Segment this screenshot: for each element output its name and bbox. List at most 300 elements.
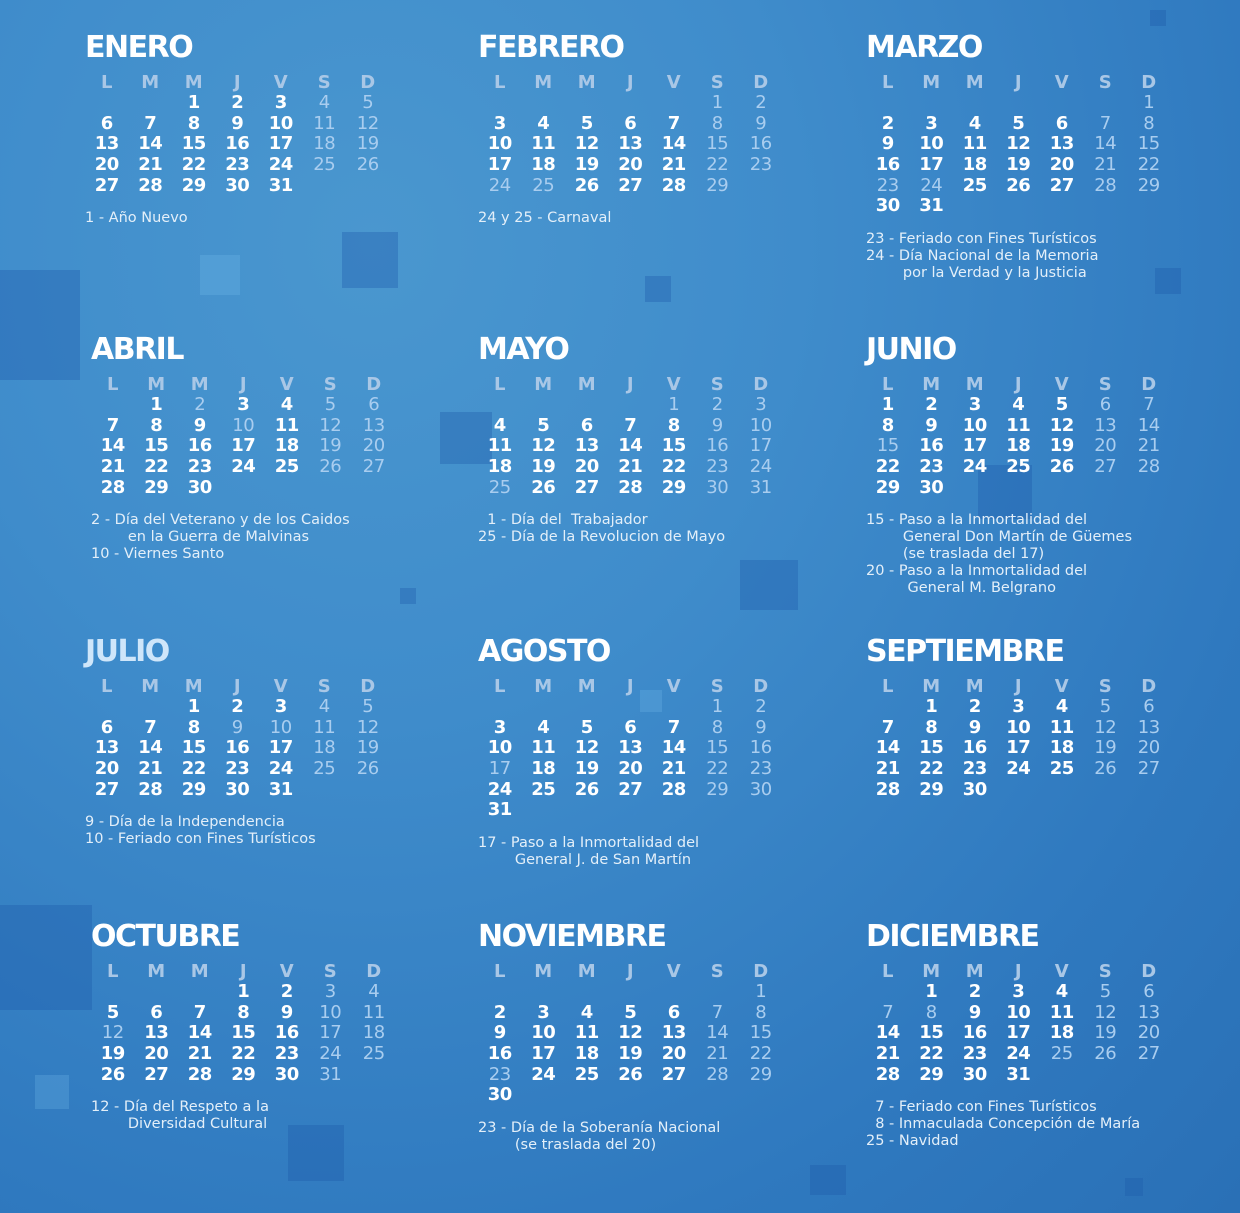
- day: 12: [1006, 133, 1031, 155]
- weekday-header: S: [1098, 72, 1112, 93]
- weekday-header: S: [323, 961, 337, 982]
- holiday-note: 23 - Feriado con Fines Turísticos: [866, 231, 1097, 248]
- holiday-notes: [866, 1099, 1186, 1150]
- day: 30: [487, 1084, 512, 1106]
- day: 21: [661, 758, 686, 780]
- holiday-note: 25 - Día de la Revolucion de Mayo: [478, 529, 726, 546]
- day: 12: [618, 1022, 643, 1044]
- holiday-day: 9: [231, 716, 243, 738]
- weekday-header: V: [666, 72, 681, 93]
- empty-cell: [609, 697, 653, 718]
- weekday-header: J: [626, 676, 634, 697]
- weekday-header: M: [965, 676, 984, 697]
- weekday-header: V: [666, 676, 681, 697]
- weekday-header: M: [141, 72, 160, 93]
- month-enero: [85, 28, 405, 227]
- day: 4: [1055, 981, 1068, 1002]
- day: 20: [94, 154, 119, 176]
- weekday-header: L: [882, 72, 894, 93]
- holiday-day: 21: [1094, 154, 1117, 176]
- weekday-header: M: [922, 374, 941, 395]
- weekday-header: D: [753, 961, 769, 982]
- day: 22: [181, 154, 206, 176]
- day: 20: [94, 758, 119, 780]
- empty-cell: [478, 93, 522, 114]
- month-grid: [478, 72, 798, 196]
- weekday-header: M: [141, 676, 160, 697]
- day: 28: [618, 476, 643, 498]
- weekday-header: S: [317, 72, 331, 93]
- day: 23: [962, 758, 987, 780]
- day: 27: [574, 476, 599, 498]
- holiday-note: General Don Martín de Güemes: [866, 529, 1133, 546]
- holiday-day: 27: [1137, 758, 1160, 780]
- day: 24: [1006, 1043, 1031, 1065]
- day: 8: [925, 716, 938, 738]
- day: 11: [574, 1022, 599, 1044]
- background-square: [1150, 10, 1166, 26]
- day: 21: [138, 758, 163, 780]
- day: 15: [181, 737, 206, 759]
- day: 7: [144, 112, 157, 134]
- day: 22: [181, 758, 206, 780]
- day: 9: [193, 414, 206, 436]
- day: 18: [1049, 737, 1074, 759]
- day: 13: [618, 133, 643, 155]
- day: 17: [231, 435, 256, 457]
- month-grid: [478, 374, 798, 498]
- holiday-day: 5: [324, 394, 336, 415]
- holiday-day: 10: [269, 716, 292, 738]
- holiday-day: 23: [706, 456, 729, 478]
- weekday-header: V: [1054, 374, 1069, 395]
- holiday-day: 1: [711, 696, 723, 717]
- holiday-day: 29: [1137, 174, 1160, 196]
- holiday-day: 15: [1137, 133, 1160, 155]
- weekday-header: V: [273, 72, 288, 93]
- weekday-header: J: [626, 374, 634, 395]
- day: 22: [875, 456, 900, 478]
- holiday-day: 6: [1143, 696, 1155, 717]
- holiday-day: 2: [711, 394, 723, 415]
- weekday-header: L: [882, 676, 894, 697]
- day: 16: [274, 1022, 299, 1044]
- holiday-note: 24 y 25 - Carnaval: [478, 210, 612, 227]
- holiday-day: 22: [1137, 154, 1160, 176]
- month-grid: [866, 676, 1186, 800]
- holiday-day: 7: [711, 1001, 723, 1023]
- day: 19: [1049, 435, 1074, 457]
- holiday-note: 25 - Navidad: [866, 1133, 959, 1150]
- holiday-day: 11: [362, 1001, 385, 1023]
- month-mayo: [478, 330, 798, 546]
- day: 14: [138, 737, 163, 759]
- weekday-header: M: [922, 72, 941, 93]
- day: 14: [661, 737, 686, 759]
- day: 23: [225, 154, 250, 176]
- holiday-day: 23: [749, 154, 772, 176]
- holiday-day: 22: [706, 154, 729, 176]
- weekday-header: M: [922, 676, 941, 697]
- day: 13: [94, 133, 119, 155]
- weekday-header: V: [1054, 676, 1069, 697]
- empty-cell: [522, 982, 566, 1003]
- month-title: NOVIEMBRE: [478, 919, 666, 954]
- day: 8: [187, 112, 200, 134]
- holiday-day: 4: [368, 981, 380, 1002]
- background-square: [35, 1075, 69, 1109]
- day: 10: [1006, 716, 1031, 738]
- empty-cell: [85, 697, 129, 718]
- weekday-header: D: [360, 72, 376, 93]
- background-square: [200, 255, 240, 295]
- holiday-notes: [478, 512, 798, 546]
- holiday-day: 26: [1094, 758, 1117, 780]
- holiday-day: 8: [925, 1001, 937, 1023]
- weekday-header: M: [190, 374, 209, 395]
- day: 11: [1049, 1001, 1074, 1023]
- day: 20: [574, 456, 599, 478]
- day: 27: [661, 1063, 686, 1085]
- weekday-header: L: [101, 72, 113, 93]
- day: 8: [881, 414, 894, 436]
- day: 5: [580, 716, 593, 738]
- day: 23: [919, 456, 944, 478]
- day: 13: [1049, 133, 1074, 155]
- day: 2: [968, 696, 981, 717]
- holiday-note: Diversidad Cultural: [91, 1116, 268, 1133]
- weekday-header: S: [317, 676, 331, 697]
- holiday-day: 19: [1094, 737, 1117, 759]
- holiday-note: 7 - Feriado con Fines Turísticos: [866, 1099, 1097, 1116]
- background-square: [1125, 1178, 1143, 1196]
- holiday-day: 25: [1050, 1043, 1073, 1065]
- day: 25: [274, 456, 299, 478]
- weekday-header: L: [494, 374, 506, 395]
- holiday-notes: [91, 1099, 411, 1133]
- weekday-header: J: [1014, 374, 1022, 395]
- empty-cell: [565, 982, 609, 1003]
- day: 25: [962, 174, 987, 196]
- holiday-day: 7: [1099, 112, 1111, 134]
- empty-cell: [652, 982, 696, 1003]
- month-septiembre: [866, 632, 1186, 800]
- day: 9: [881, 133, 894, 155]
- day: 13: [574, 435, 599, 457]
- holiday-day: 20: [1137, 1022, 1160, 1044]
- holiday-day: 19: [1094, 1022, 1117, 1044]
- day: 7: [881, 716, 894, 738]
- month-grid: [866, 961, 1186, 1085]
- day: 1: [925, 696, 938, 717]
- holiday-day: 11: [313, 716, 336, 738]
- day: 13: [144, 1022, 169, 1044]
- weekday-header: M: [577, 72, 596, 93]
- weekday-header: L: [107, 374, 119, 395]
- holiday-day: 19: [319, 435, 342, 457]
- month-marzo: [866, 28, 1186, 282]
- day: 20: [144, 1043, 169, 1065]
- background-square: [400, 588, 416, 604]
- holiday-notes: [478, 835, 798, 869]
- background-square: [645, 276, 671, 302]
- day: 6: [580, 414, 593, 436]
- day: 19: [618, 1043, 643, 1065]
- day: 13: [661, 1022, 686, 1044]
- day: 26: [618, 1063, 643, 1085]
- day: 3: [968, 394, 981, 415]
- holiday-day: 29: [706, 174, 729, 196]
- day: 17: [487, 154, 512, 176]
- weekday-header: M: [147, 961, 166, 982]
- day: 3: [274, 92, 287, 113]
- day: 30: [225, 778, 250, 800]
- holiday-day: 28: [1137, 456, 1160, 478]
- month-julio: [85, 632, 405, 848]
- day: 11: [962, 133, 987, 155]
- weekday-header: S: [323, 374, 337, 395]
- weekday-header: L: [494, 72, 506, 93]
- day: 17: [1006, 1022, 1031, 1044]
- day: 30: [225, 174, 250, 196]
- holiday-day: 3: [755, 394, 767, 415]
- day: 26: [100, 1063, 125, 1085]
- holiday-day: 24: [488, 174, 511, 196]
- day: 30: [875, 195, 900, 217]
- day: 14: [661, 133, 686, 155]
- month-title: JUNIO: [866, 332, 956, 367]
- holiday-day: 8: [755, 1001, 767, 1023]
- month-title: MAYO: [478, 332, 569, 367]
- day: 12: [1049, 414, 1074, 436]
- holiday-day: 28: [706, 1063, 729, 1085]
- month-grid: [866, 374, 1186, 498]
- day: 30: [274, 1063, 299, 1085]
- background-square: [810, 1165, 846, 1195]
- holiday-day: 31: [319, 1063, 342, 1085]
- holiday-day: 12: [1094, 716, 1117, 738]
- holiday-note: 10 - Feriado con Fines Turísticos: [85, 831, 316, 848]
- holiday-day: 24: [920, 174, 943, 196]
- day: 16: [962, 1022, 987, 1044]
- weekday-header: S: [710, 961, 724, 982]
- holiday-day: 19: [356, 133, 379, 155]
- month-grid: [91, 374, 411, 498]
- holiday-day: 22: [749, 1043, 772, 1065]
- day: 28: [138, 174, 163, 196]
- holiday-day: 5: [1099, 696, 1111, 717]
- holiday-day: 13: [1137, 1001, 1160, 1023]
- background-square: [342, 232, 398, 288]
- day: 21: [875, 758, 900, 780]
- holiday-day: 8: [711, 112, 723, 134]
- day: 28: [875, 1063, 900, 1085]
- day: 28: [661, 174, 686, 196]
- day: 27: [1049, 174, 1074, 196]
- weekday-header: D: [366, 374, 382, 395]
- month-title: OCTUBRE: [91, 919, 240, 954]
- day: 8: [667, 414, 680, 436]
- holiday-day: 13: [1137, 716, 1160, 738]
- month-abril: [91, 330, 411, 563]
- empty-cell: [129, 93, 173, 114]
- day: 2: [231, 696, 244, 717]
- day: 18: [1049, 1022, 1074, 1044]
- day: 10: [487, 737, 512, 759]
- day: 22: [661, 456, 686, 478]
- day: 19: [1006, 154, 1031, 176]
- day: 16: [962, 737, 987, 759]
- day: 20: [661, 1043, 686, 1065]
- day: 3: [1012, 696, 1025, 717]
- day: 7: [144, 716, 157, 738]
- day: 2: [493, 1001, 506, 1023]
- day: 7: [667, 112, 680, 134]
- day: 22: [919, 1043, 944, 1065]
- weekday-header: M: [577, 374, 596, 395]
- day: 3: [237, 394, 250, 415]
- day: 19: [100, 1043, 125, 1065]
- day: 22: [231, 1043, 256, 1065]
- weekday-header: V: [279, 961, 294, 982]
- holiday-note: 24 - Día Nacional de la Memoria: [866, 248, 1099, 265]
- holiday-day: 13: [362, 414, 385, 436]
- day: 16: [187, 435, 212, 457]
- day: 15: [181, 133, 206, 155]
- day: 29: [875, 476, 900, 498]
- holiday-day: 19: [356, 737, 379, 759]
- day: 4: [1055, 696, 1068, 717]
- holiday-day: 20: [362, 435, 385, 457]
- month-title: SEPTIEMBRE: [866, 634, 1064, 669]
- empty-cell: [997, 93, 1041, 114]
- weekday-header: M: [922, 961, 941, 982]
- empty-cell: [609, 982, 653, 1003]
- weekday-header: M: [965, 961, 984, 982]
- month-grid: [85, 676, 405, 800]
- day: 31: [268, 778, 293, 800]
- day: 14: [618, 435, 643, 457]
- holiday-day: 26: [356, 758, 379, 780]
- weekday-header: M: [184, 676, 203, 697]
- day: 15: [919, 737, 944, 759]
- empty-cell: [478, 982, 522, 1003]
- background-square: [740, 560, 798, 610]
- day: 26: [531, 476, 556, 498]
- day: 4: [280, 394, 293, 415]
- day: 30: [187, 476, 212, 498]
- holiday-day: 12: [356, 112, 379, 134]
- weekday-header: J: [233, 72, 241, 93]
- day: 31: [919, 195, 944, 217]
- day: 28: [187, 1063, 212, 1085]
- day: 7: [106, 414, 119, 436]
- holiday-note: 17 - Paso a la Inmortalidad del: [478, 835, 700, 852]
- weekday-header: M: [577, 676, 596, 697]
- day: 21: [187, 1043, 212, 1065]
- day: 10: [531, 1022, 556, 1044]
- day: 18: [531, 154, 556, 176]
- day: 18: [487, 456, 512, 478]
- weekday-header: D: [366, 961, 382, 982]
- holiday-day: 18: [313, 133, 336, 155]
- holiday-day: 21: [1137, 435, 1160, 457]
- holiday-day: 9: [755, 716, 767, 738]
- month-title: DICIEMBRE: [866, 919, 1039, 954]
- holiday-note: 9 - Día de la Independencia: [85, 814, 285, 831]
- day: 29: [181, 778, 206, 800]
- day: 21: [100, 456, 125, 478]
- day: 31: [268, 174, 293, 196]
- holiday-day: 8: [1143, 112, 1155, 134]
- weekday-header: M: [534, 72, 553, 93]
- month-title: AGOSTO: [478, 634, 610, 669]
- holiday-day: 12: [356, 716, 379, 738]
- weekday-header: S: [1098, 676, 1112, 697]
- day: 8: [187, 716, 200, 738]
- day: 31: [1006, 1063, 1031, 1085]
- holiday-day: 3: [324, 981, 336, 1002]
- weekday-header: M: [534, 961, 553, 982]
- holiday-day: 2: [755, 696, 767, 717]
- holiday-day: 29: [749, 1063, 772, 1085]
- holiday-note: 23 - Día de la Soberanía Nacional: [478, 1120, 721, 1137]
- empty-cell: [1084, 93, 1128, 114]
- day: 24: [268, 758, 293, 780]
- empty-cell: [696, 982, 740, 1003]
- day: 12: [531, 435, 556, 457]
- holiday-day: 14: [1094, 133, 1117, 155]
- weekday-header: V: [273, 676, 288, 697]
- holiday-day: 25: [313, 758, 336, 780]
- holiday-note: 8 - Inmaculada Concepción de María: [866, 1116, 1141, 1133]
- holiday-notes: [91, 512, 411, 563]
- day: 5: [106, 1001, 119, 1023]
- day: 1: [187, 92, 200, 113]
- holiday-day: 6: [1143, 981, 1155, 1002]
- empty-cell: [478, 697, 522, 718]
- background-square: [0, 905, 92, 1010]
- day: 9: [280, 1001, 293, 1023]
- month-agosto: [478, 632, 798, 869]
- day: 18: [1006, 435, 1031, 457]
- day: 1: [187, 696, 200, 717]
- holiday-day: 25: [362, 1043, 385, 1065]
- weekday-header: V: [666, 961, 681, 982]
- day: 16: [225, 737, 250, 759]
- weekday-header: V: [279, 374, 294, 395]
- day: 27: [618, 174, 643, 196]
- day: 17: [1006, 737, 1031, 759]
- day: 15: [144, 435, 169, 457]
- holiday-day: 25: [488, 476, 511, 498]
- day: 8: [150, 414, 163, 436]
- day: 3: [537, 1001, 550, 1023]
- empty-cell: [910, 93, 954, 114]
- weekday-header: M: [147, 374, 166, 395]
- holiday-day: 22: [706, 758, 729, 780]
- day: 3: [925, 112, 938, 134]
- day: 20: [618, 758, 643, 780]
- empty-cell: [565, 395, 609, 416]
- day: 7: [667, 716, 680, 738]
- holiday-day: 13: [1094, 414, 1117, 436]
- day: 10: [268, 112, 293, 134]
- holiday-day: 4: [318, 92, 330, 113]
- holiday-note: General M. Belgrano: [866, 580, 1056, 597]
- holiday-day: 14: [706, 1022, 729, 1044]
- holiday-day: 1: [668, 394, 680, 415]
